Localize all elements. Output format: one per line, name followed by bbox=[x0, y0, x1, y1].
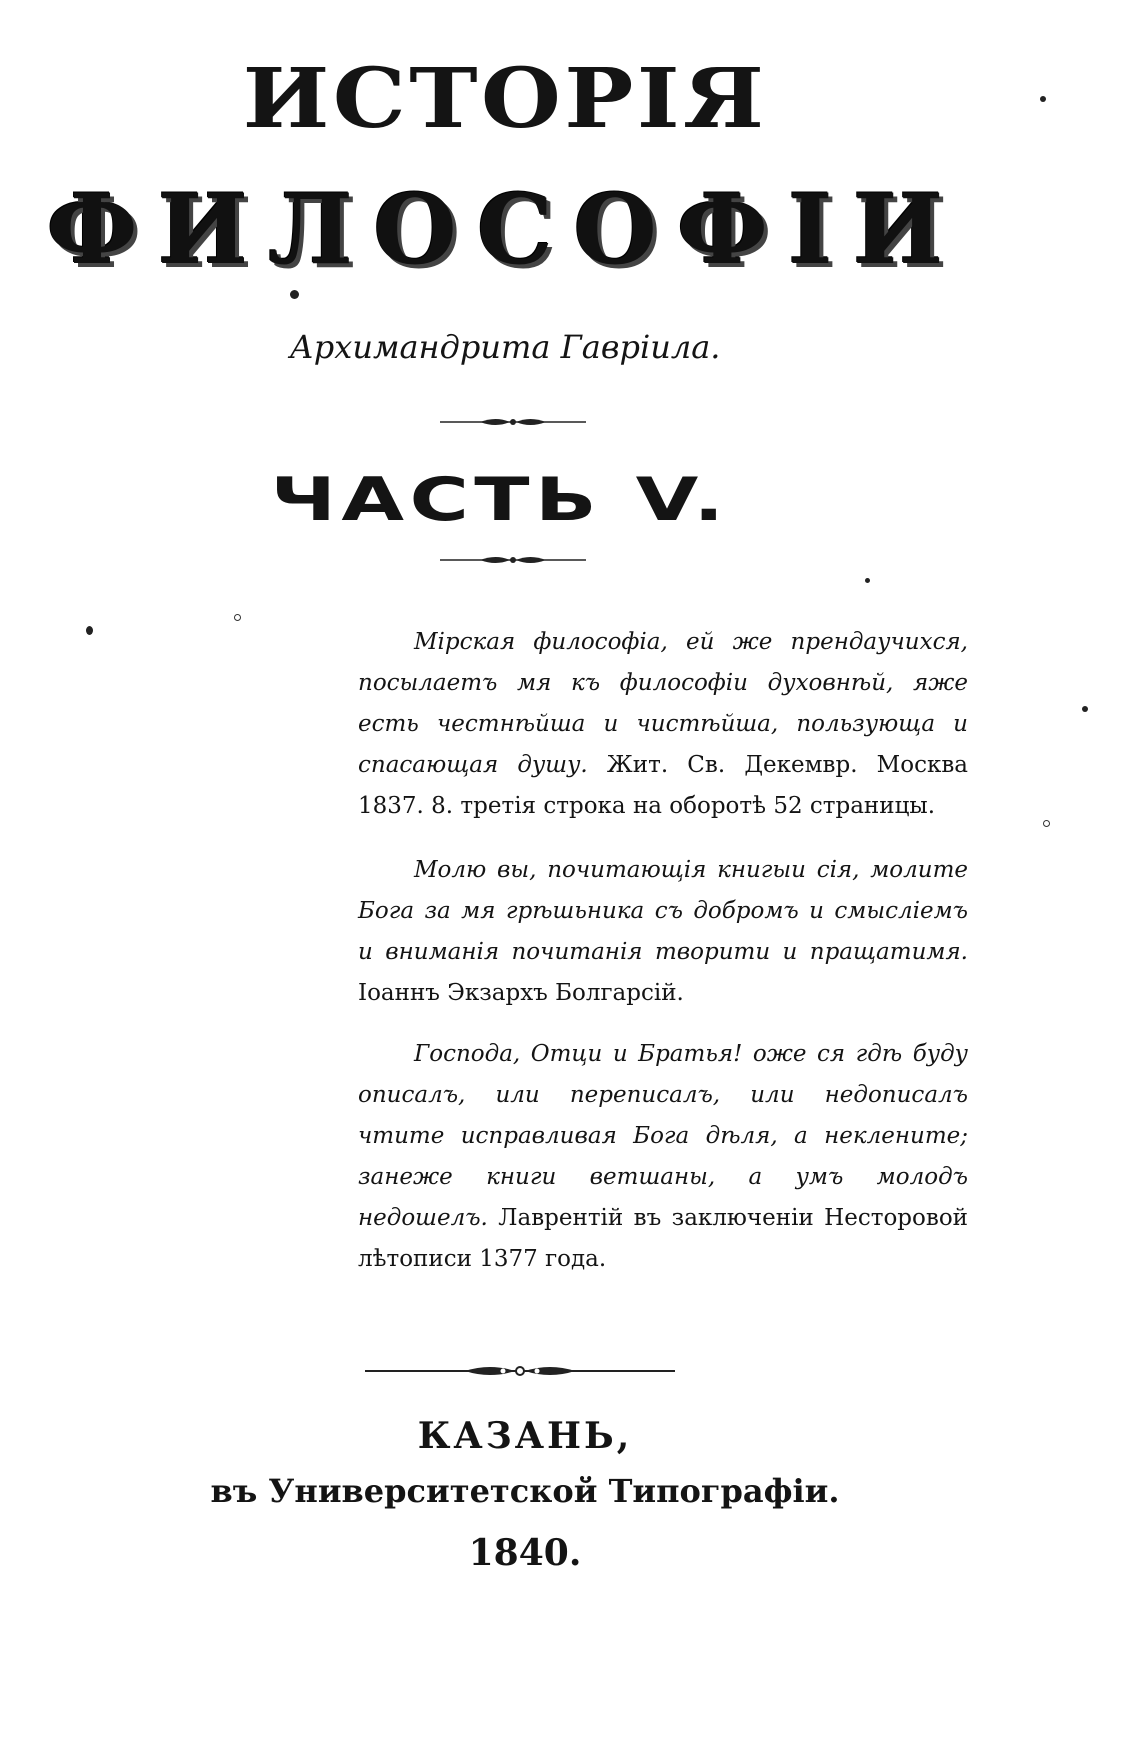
print-speck bbox=[290, 290, 299, 299]
epigraph-3-text: Господа, Отци и Братья! оже ся гдѣ буду описалъ, или переписалъ, или недописалъ чтите исправливая Бога дѣля, а неклените; занеже книги ветшаны, а умъ молодъ недошелъ. bbox=[358, 1041, 968, 1231]
print-speck bbox=[234, 614, 241, 621]
ornament-rule-bottom bbox=[365, 1362, 675, 1378]
epigraph-2-text: Молю вы, почитающія книгыи сія, молите Бога за мя грѣшьника съ добромъ и смысліемъ и вниманія почитанія творити и пращатимя. bbox=[358, 857, 968, 965]
title-line-2: ФИЛОСОФІИ bbox=[46, 173, 964, 286]
epigraph-1-text: Мірская философіа, ей же прендаучихся, посылаетъ мя къ философіи духовнѣй, яже есть честнѣйша и чистѣйша, пользующа и спасающая душу. bbox=[358, 629, 968, 778]
title-line-1: ИСТОРІЯ bbox=[242, 51, 768, 147]
part-number: ЧАСТЬ V. bbox=[270, 465, 730, 535]
print-speck bbox=[86, 626, 93, 635]
ornament-rule-middle bbox=[440, 552, 586, 568]
imprint-city: КАЗАНЬ, bbox=[417, 1415, 633, 1457]
imprint-year: 1840. bbox=[468, 1532, 582, 1574]
author-line: Архимандрита Гавріила. bbox=[289, 328, 721, 366]
epigraph-1 bbox=[358, 622, 968, 827]
print-speck bbox=[1040, 96, 1046, 102]
epigraph-3-source: Лаврентій въ заключеніи Несторовой лѣтописи 1377 года. bbox=[358, 1205, 968, 1272]
epigraph-2-source: Іоаннъ Экзархъ Болгарсій. bbox=[358, 980, 684, 1006]
epigraph-1-source: Жит. Св. Декемвр. Москва 1837. 8. третія строка на оборотѣ 52 страницы. bbox=[358, 752, 968, 819]
epigraph-3 bbox=[358, 1034, 968, 1280]
ornament-rule-top bbox=[440, 414, 586, 430]
print-speck bbox=[1082, 706, 1088, 712]
print-speck bbox=[1043, 820, 1050, 827]
imprint-press: въ Университетской Типографіи. bbox=[210, 1472, 840, 1510]
epigraph-2 bbox=[358, 850, 968, 1014]
print-speck bbox=[865, 578, 870, 583]
